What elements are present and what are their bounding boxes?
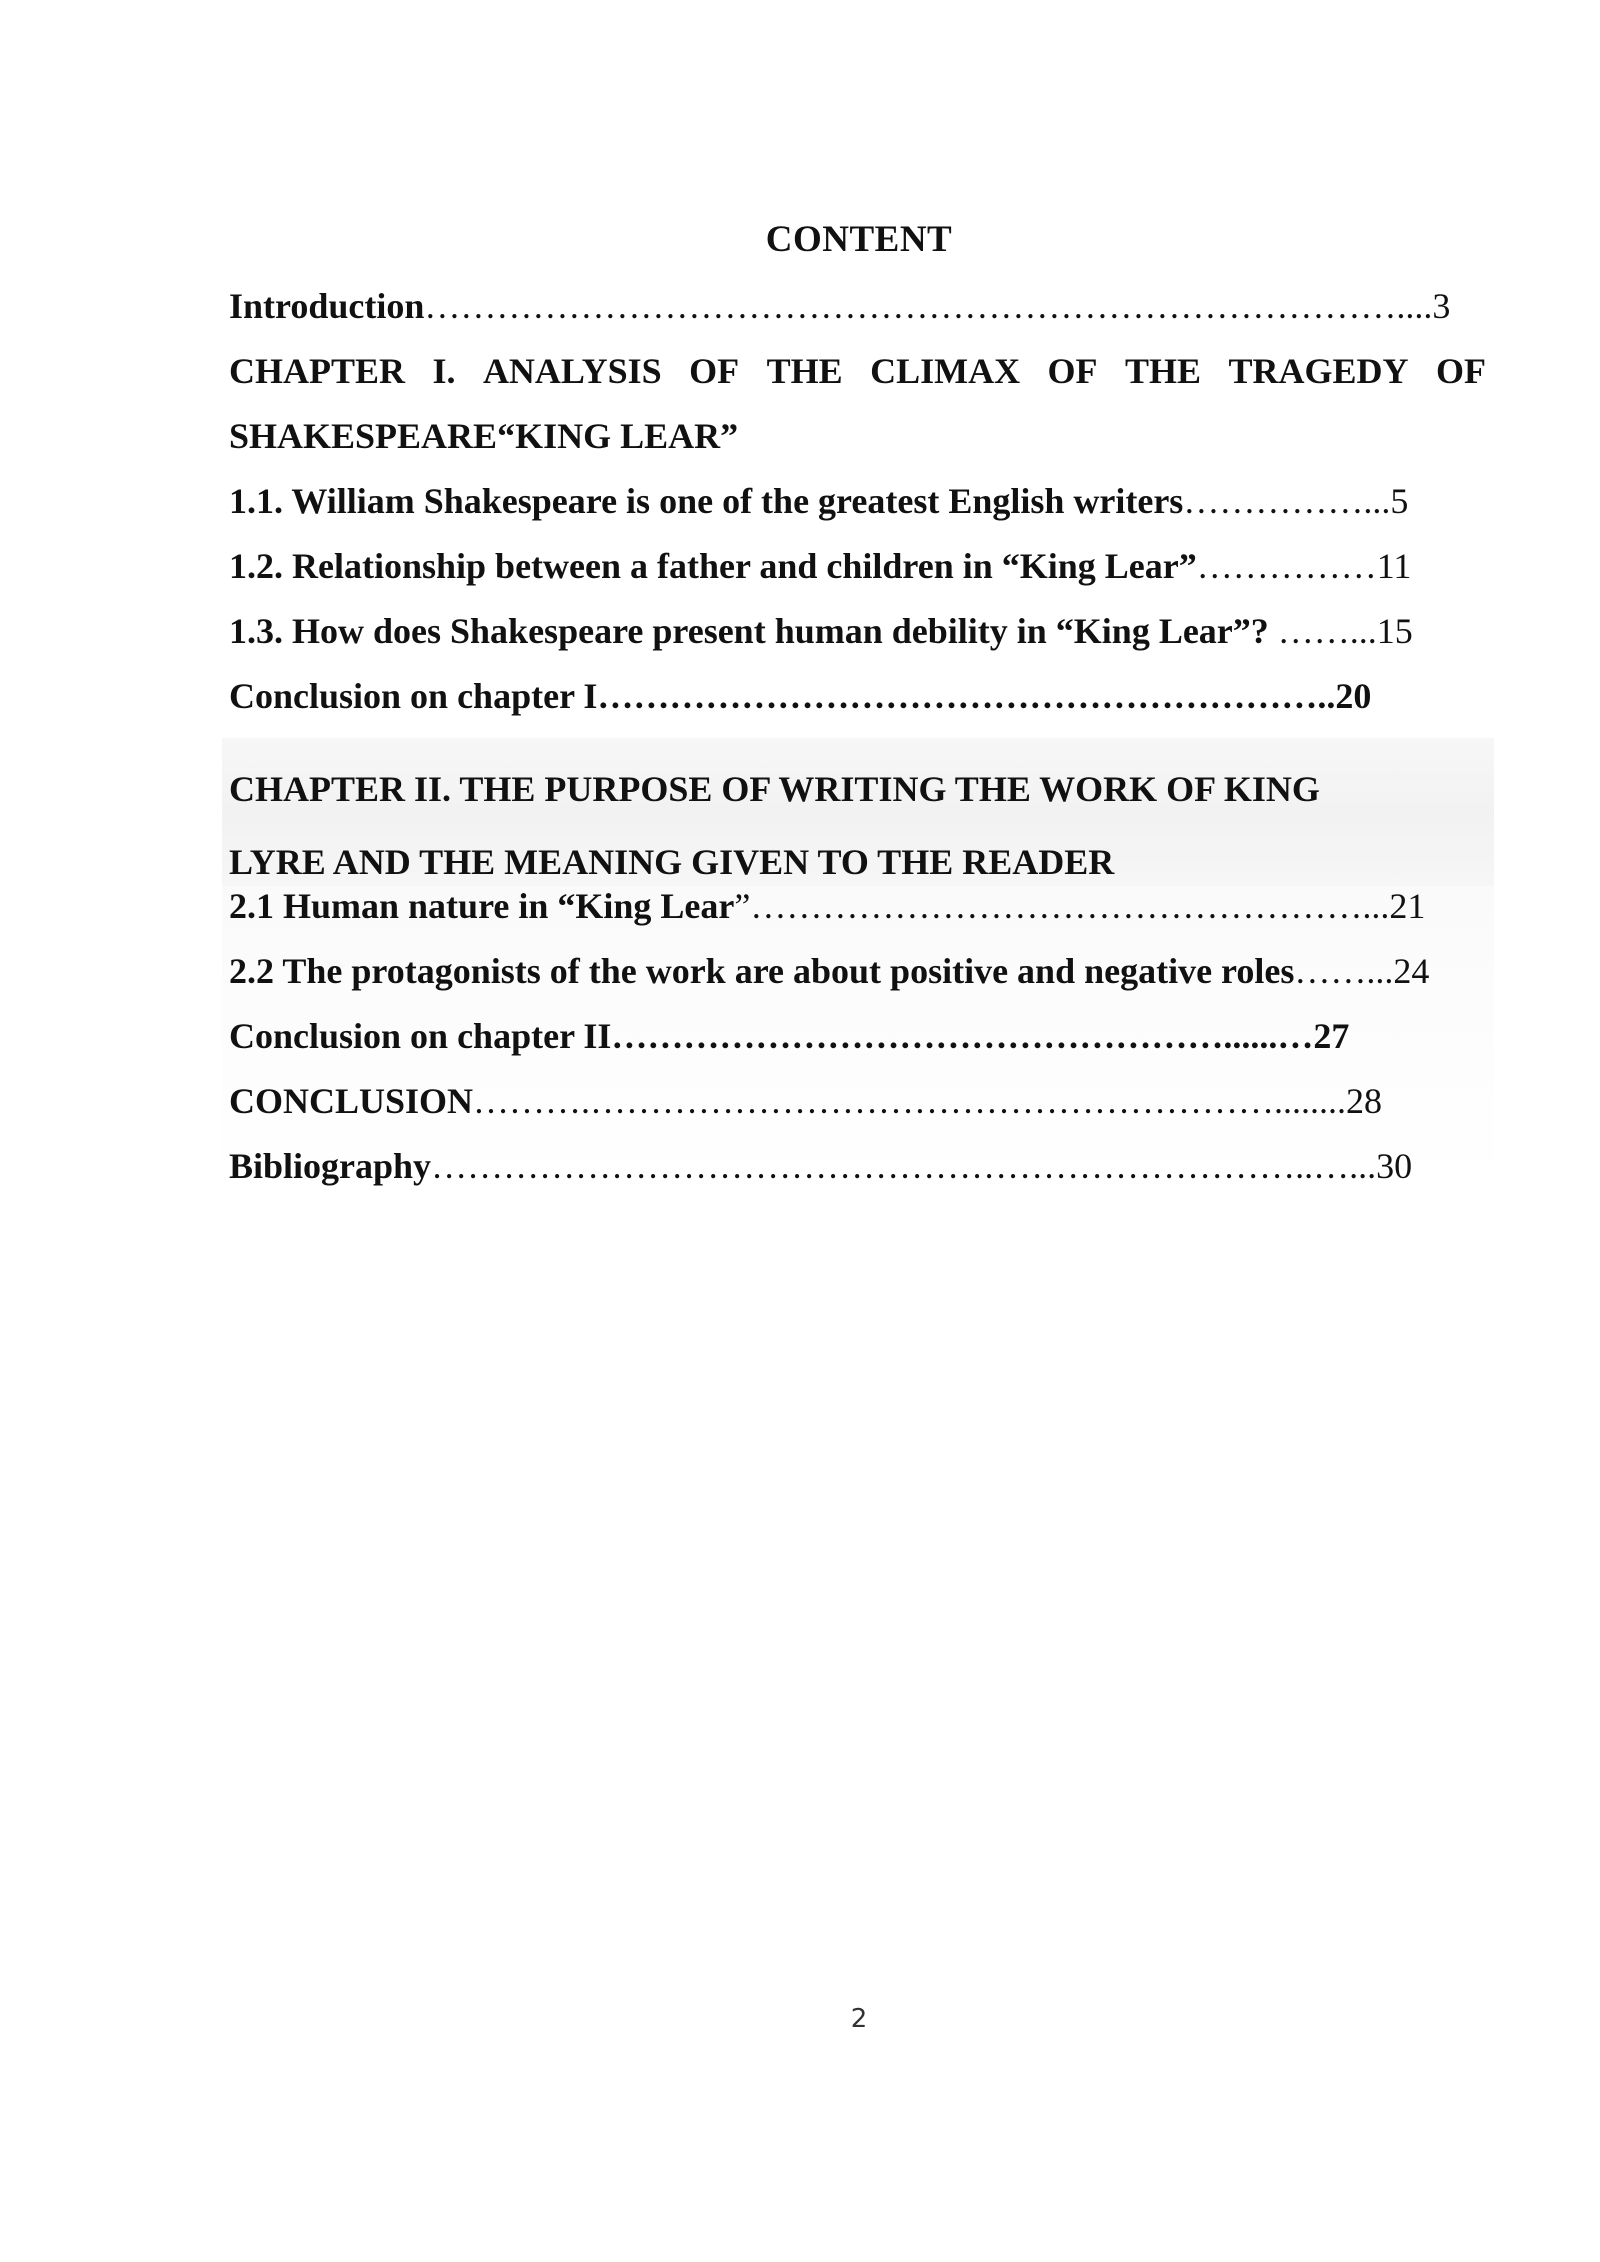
toc-leader-dots: ……...: [1268, 611, 1377, 651]
toc-entry-label: Conclusion on chapter I: [229, 676, 598, 716]
toc-leader-dots: ……………...: [1183, 481, 1391, 521]
toc-page-number: 28: [1346, 1081, 1383, 1121]
toc-entry-label: Conclusion on chapter II: [229, 1016, 612, 1056]
toc-leader-dots: ……………………………………………...: [750, 886, 1390, 926]
toc-page-number: 20: [1335, 676, 1372, 716]
toc-page-number: 21: [1389, 886, 1426, 926]
toc-entry-1-3[interactable]: [229, 609, 1413, 653]
toc-page-number: 24: [1393, 951, 1430, 991]
toc-leader-dots: ……………: [1196, 546, 1377, 586]
toc-chapter-2-heading-line-1[interactable]: CHAPTER II. THE PURPOSE OF WRITING THE WORK OF KING: [229, 769, 1320, 809]
toc-entry-label: Introduction: [229, 286, 425, 326]
toc-entry-1-2[interactable]: [229, 544, 1411, 588]
toc-page-number: 15: [1376, 611, 1413, 651]
toc-leader-dots: ………………………………………………………………..…...: [431, 1146, 1377, 1186]
toc-entry-1-1[interactable]: [229, 479, 1408, 523]
heading-word: THE: [1125, 351, 1202, 391]
heading-word: OF: [1047, 351, 1098, 391]
heading-word: ANALYSIS: [482, 351, 662, 391]
toc-entry-label: 2.1 Human nature in “King Lear: [229, 886, 735, 926]
toc-chapter-2-heading-line-2[interactable]: LYRE AND THE MEANING GIVEN TO THE READER: [229, 842, 1115, 882]
toc-chapter-1-heading-line-1[interactable]: [229, 349, 1486, 393]
toc-title: CONTENT: [765, 219, 953, 260]
toc-page-number: 30: [1376, 1146, 1413, 1186]
toc-leader-dots: ……………………………………………………..: [597, 676, 1336, 716]
toc-leader-dots: ……...: [1294, 951, 1394, 991]
toc-entry-introduction[interactable]: [229, 284, 1450, 328]
heading-word: TRAGEDY: [1228, 351, 1409, 391]
toc-chapter-1-heading-line-2[interactable]: SHAKESPEARE“KING LEAR”: [229, 416, 739, 456]
toc-entry-label: 1.3. How does Shakespeare present human debility in “King Lear”?: [229, 611, 1269, 651]
heading-word: I.: [432, 351, 456, 391]
toc-entry-2-2[interactable]: [229, 949, 1429, 993]
toc-entry-conclusion-chapter-1[interactable]: [229, 674, 1371, 718]
toc-entry-label: Bibliography: [229, 1146, 432, 1186]
toc-entry-closing-quote: ”: [734, 886, 751, 926]
toc-page-number: 3: [1432, 286, 1451, 326]
toc-entry-label: 1.1. William Shakespeare is one of the greatest English writers: [229, 481, 1184, 521]
toc-page-number: 5: [1390, 481, 1409, 521]
toc-entry-label: 1.2. Relationship between a father and children in “King Lear”: [229, 546, 1197, 586]
heading-word: CLIMAX: [870, 351, 1021, 391]
toc-leader-dots: ……………………………………………......…: [611, 1016, 1314, 1056]
toc-entry-bibliography[interactable]: [229, 1144, 1412, 1188]
toc-entry-conclusion-chapter-2[interactable]: [229, 1014, 1349, 1058]
page-number-footer: 2: [850, 2004, 868, 2034]
toc-entry-label: 2.2 The protagonists of the work are about positive and negative roles: [229, 951, 1295, 991]
heading-word: OF: [1435, 351, 1486, 391]
heading-word: OF: [689, 351, 740, 391]
toc-leader-dots: ………………………………………………………………………....: [424, 286, 1433, 326]
toc-entry-label: CONCLUSION: [229, 1081, 474, 1121]
heading-word: THE: [766, 351, 843, 391]
toc-entry-conclusion[interactable]: [229, 1079, 1382, 1123]
toc-page-number: 27: [1313, 1016, 1350, 1056]
toc-page-number: 11: [1376, 546, 1412, 586]
toc-leader-dots: ……….…………………………………………………........: [473, 1081, 1347, 1121]
heading-word: CHAPTER: [229, 351, 406, 391]
toc-entry-2-1[interactable]: [229, 884, 1425, 928]
